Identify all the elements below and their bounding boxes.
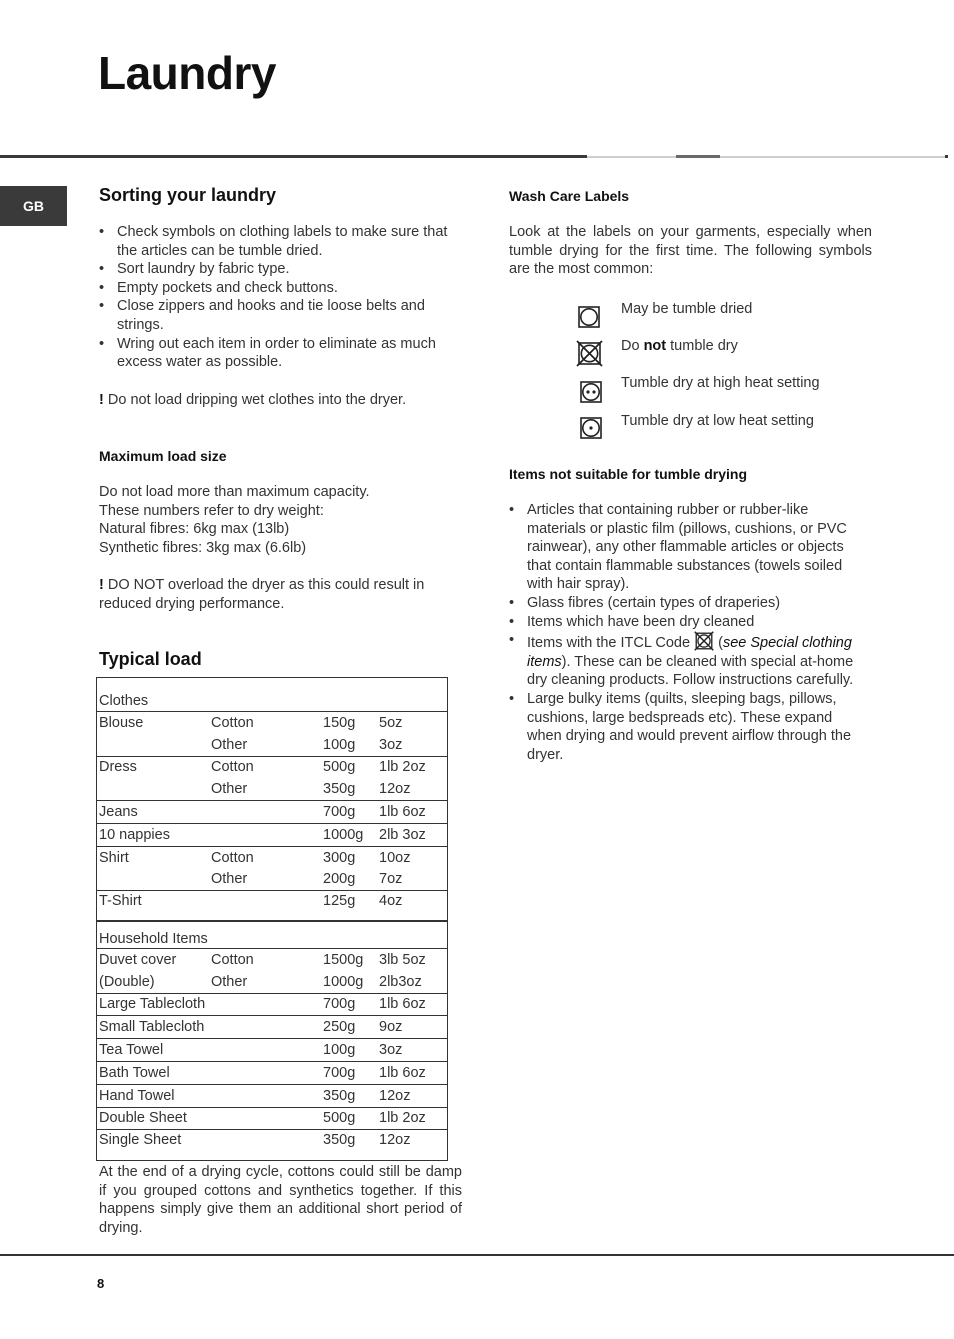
symbol-label	[621, 338, 738, 354]
table-cell: 300g	[321, 846, 377, 868]
table-cell: Large Tablecloth	[97, 993, 210, 1016]
list-item: • Check symbols on clothing labels to make sure that the articles can be tumble dried.	[99, 223, 459, 260]
table-cell: Single Sheet	[97, 1130, 210, 1161]
table-cell: 1lb 2oz	[377, 756, 448, 778]
table-cell: Other	[211, 736, 248, 753]
table-cell: 350g	[321, 1130, 377, 1161]
page-title: Laundry	[98, 47, 276, 99]
table-cell: Blouse	[97, 712, 210, 734]
symbol-label: Tumble dry at low heat setting	[621, 413, 814, 429]
table-cell	[209, 1107, 321, 1130]
table-cell	[209, 1061, 321, 1084]
table-row	[97, 949, 448, 971]
table-cell: 3oz	[379, 736, 403, 753]
table-cell: 700g	[321, 993, 377, 1016]
table-cell: 3lb 5oz	[377, 949, 448, 971]
table-row	[97, 1084, 448, 1107]
table-header-row	[97, 921, 448, 949]
warning-text: DO NOT overload the dryer as this could result in reduced drying performance.	[99, 577, 425, 612]
sorting-list	[99, 223, 459, 372]
itcl-reference: see Special clothing items	[527, 635, 852, 670]
list-item: • Wring out each item in order to eliminate as much excess water as possible.	[99, 335, 459, 372]
table-row	[97, 1130, 448, 1161]
table-cell: Other	[211, 871, 248, 888]
table-cell: 500g	[321, 1107, 377, 1130]
table-cell: 10oz	[377, 846, 448, 868]
list-item	[509, 631, 865, 690]
typical-load-heading: Typical load	[99, 649, 202, 669]
table-cell: Dress	[97, 756, 210, 778]
warning-mark: !	[99, 392, 104, 408]
language-tab: GB	[0, 186, 67, 226]
max-load-text	[99, 483, 459, 557]
max-load-line: Do not load more than maximum capacity.	[99, 484, 370, 500]
itcl-text: Items with the ITCL Code	[527, 635, 691, 652]
table-cell: 125g	[321, 891, 377, 922]
table-cell: Cotton	[209, 949, 321, 971]
max-load-line: These numbers refer to dry weight:	[99, 502, 324, 519]
table-cell: 2lb 3oz	[377, 823, 448, 846]
table-cell	[209, 1016, 321, 1039]
table-cell: Other	[211, 781, 248, 798]
table-row	[97, 1039, 448, 1062]
table-cell: Cotton	[209, 712, 321, 734]
list-item: • Glass fibres (certain types of draperies)	[509, 594, 865, 613]
list-item: • Articles that containing rubber or rubber-like materials or plastic film (pillows, cushions, or PVC rainwear), any other flammable articles or objects that contain flammable substances (towels soiled with hair spray).	[509, 501, 865, 594]
table-cell: Small Tablecloth	[97, 1016, 210, 1039]
table-row	[97, 869, 448, 891]
clothes-table	[96, 677, 448, 922]
table-cell	[209, 1084, 321, 1107]
table-cell: 7oz	[379, 871, 403, 888]
list-item: • Sort laundry by fabric type.	[99, 260, 459, 279]
max-load-line: Natural fibres: 6kg max (13lb)	[99, 521, 290, 538]
list-item: • Close zippers and hooks and tie loose belts and strings.	[99, 297, 459, 334]
do-not-tumble-dry-icon	[576, 340, 603, 367]
header-rule-light	[587, 156, 676, 158]
symbol-label-post: tumble dry	[666, 338, 738, 354]
table-cell	[209, 801, 321, 824]
table-cell: 1lb 6oz	[377, 993, 448, 1016]
table-row	[97, 778, 448, 800]
table-cell: Other	[211, 973, 248, 990]
table-cell: Hand Towel	[97, 1084, 210, 1107]
list-item: • Items which have been dry cleaned	[509, 613, 865, 632]
table-cell: 2lb3oz	[379, 973, 422, 990]
table-cell: 3oz	[377, 1039, 448, 1062]
table-cell	[209, 993, 321, 1016]
table-cell: Double Sheet	[97, 1107, 210, 1130]
table-cell: 4oz	[377, 891, 448, 922]
table-cell: 100g	[323, 736, 356, 753]
table-cell: 12oz	[379, 781, 411, 798]
max-load-heading: Maximum load size	[99, 448, 227, 464]
table-cell: 100g	[321, 1039, 377, 1062]
table-cell: Cotton	[209, 846, 321, 868]
table-cell: Tea Towel	[97, 1039, 210, 1062]
itcl-text-post: ). These can be cleaned with special at-home dry cleaning products. Follow instructions carefully.	[527, 653, 854, 689]
low-heat-icon	[580, 417, 602, 439]
page-number: 8	[97, 1276, 105, 1291]
symbol-label-bold: not	[643, 338, 667, 354]
table-cell: 700g	[321, 1061, 377, 1084]
header-rule	[0, 155, 587, 158]
table-cell: 1500g	[321, 949, 377, 971]
table-cell: 5oz	[377, 712, 448, 734]
table-cell	[209, 1130, 321, 1161]
drying-note: At the end of a drying cycle, cottons could still be damp if you grouped cottons and synthetics together. If this happens simply give them an additional short period of drying.	[99, 1164, 462, 1236]
table-row	[97, 1107, 448, 1130]
sorting-heading: Sorting your laundry	[99, 185, 277, 205]
table-row	[97, 712, 448, 734]
table-cell: 9oz	[377, 1016, 448, 1039]
table-cell: 1lb 6oz	[377, 801, 448, 824]
table-row	[97, 993, 448, 1016]
itcl-code-icon	[694, 631, 714, 651]
warning-text: Do not load dripping wet clothes into the dryer.	[107, 392, 407, 408]
table-row	[97, 1061, 448, 1084]
symbol-label: Tumble dry at high heat setting	[621, 375, 820, 391]
table-cell	[209, 1039, 321, 1062]
list-item: • Empty pockets and check buttons.	[99, 279, 459, 298]
table-row	[97, 756, 448, 778]
table-header: Household Items	[99, 931, 208, 947]
itcl-open-paren: (	[718, 635, 723, 652]
table-cell: 10 nappies	[97, 823, 210, 846]
table-cell: T-Shirt	[97, 891, 210, 922]
table-cell: 500g	[321, 756, 377, 778]
wet-clothes-warning	[99, 391, 459, 410]
table-cell	[209, 823, 321, 846]
list-item: • Large bulky items (quilts, sleeping bags, pillows, cushions, large bedspreads etc). These expand when drying and would prevent airflow through the dryer.	[509, 690, 865, 764]
table-cell: Shirt	[97, 846, 210, 868]
max-load-line: Synthetic fibres: 3kg max (6.6lb)	[99, 539, 307, 556]
table-cell: 1000g	[323, 973, 364, 990]
high-heat-icon	[580, 381, 602, 403]
table-row	[97, 891, 448, 922]
symbol-label-pre: Do	[621, 338, 644, 354]
table-cell	[97, 734, 210, 756]
table-row	[97, 1016, 448, 1039]
table-cell	[209, 891, 321, 922]
table-row	[97, 801, 448, 824]
table-header: Clothes	[99, 693, 149, 709]
table-row	[97, 823, 448, 846]
warning-mark: !	[99, 577, 104, 593]
table-cell: 200g	[323, 871, 356, 888]
table-cell: Duvet cover	[97, 949, 210, 971]
overload-warning	[99, 576, 459, 613]
household-table	[96, 920, 448, 1161]
table-cell	[97, 869, 210, 891]
table-cell: (Double)	[99, 973, 155, 990]
tumble-dry-icon	[578, 306, 600, 328]
table-cell: 250g	[321, 1016, 377, 1039]
table-cell: 350g	[321, 1084, 377, 1107]
table-header-row	[97, 678, 448, 712]
table-cell: 1lb 2oz	[377, 1107, 448, 1130]
table-cell: 1lb 6oz	[377, 1061, 448, 1084]
table-cell: Jeans	[97, 801, 210, 824]
table-cell	[97, 778, 210, 800]
table-cell: Cotton	[209, 756, 321, 778]
symbol-label: May be tumble dried	[621, 301, 753, 317]
wash-care-intro: Look at the labels on your garments, especially when tumble drying for the first time. The following symbols are the most common:	[509, 224, 872, 278]
wash-care-heading: Wash Care Labels	[509, 188, 630, 204]
header-rule-dot	[945, 155, 948, 158]
header-rule-mid	[676, 155, 720, 158]
not-suitable-list	[509, 501, 865, 764]
table-cell: Bath Towel	[97, 1061, 210, 1084]
header-rule-light-2	[720, 156, 946, 158]
table-row	[97, 734, 448, 756]
footer-rule	[0, 1254, 954, 1256]
table-cell: 350g	[323, 781, 356, 798]
table-cell: 1000g	[321, 823, 377, 846]
table-cell: 12oz	[377, 1084, 448, 1107]
table-cell: 150g	[321, 712, 377, 734]
table-cell: 12oz	[377, 1130, 448, 1161]
table-row	[97, 971, 448, 993]
table-row	[97, 846, 448, 868]
not-suitable-heading: Items not suitable for tumble drying	[509, 466, 748, 482]
table-cell: 700g	[321, 801, 377, 824]
